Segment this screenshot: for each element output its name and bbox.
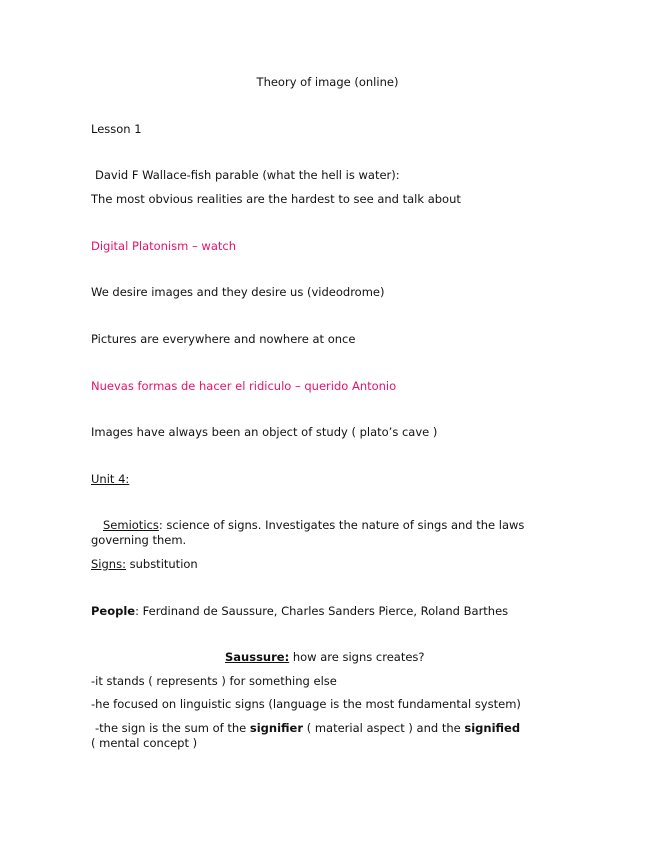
pictures-line: Pictures are everywhere and nowhere at once (91, 332, 356, 346)
sign-sum-line-2: ( mental concept ) (91, 736, 198, 750)
semiotics-line (103, 518, 524, 533)
saussure-term: Saussure: (225, 650, 290, 664)
desire-line: We desire images and they desire us (videodrome) (91, 285, 385, 299)
sign-sum-pre: -the sign is the sum of the (95, 721, 250, 735)
images-study-line: Images have always been an object of study ( plato’s cave ) (91, 425, 438, 439)
signs-definition: substitution (125, 557, 198, 571)
signifier-term: signifier (249, 721, 304, 735)
sign-sum-line (95, 721, 520, 736)
stands-line: -it stands ( represents ) for something else (91, 674, 337, 688)
people-list: : Ferdinand de Saussure, Charles Sanders Pierce, Roland Barthes (135, 604, 509, 618)
signified-term: signified (464, 721, 521, 735)
saussure-question: how are signs creates? (289, 650, 425, 664)
semiotics-definition: : science of signs. Investigates the nature of sings and the laws (158, 518, 525, 532)
semiotics-line-2: governing them. (91, 533, 187, 547)
people-term: People (91, 604, 136, 618)
digital-platonism-line: Digital Platonism – watch (91, 239, 236, 253)
document-title: Theory of image (online) (256, 75, 399, 89)
signs-line (91, 557, 198, 572)
sign-sum-mid: ( material aspect ) and the (303, 721, 465, 735)
saussure-line (225, 650, 425, 665)
focused-line: -he focused on linguistic signs (language is the most fundamental system) (91, 697, 521, 711)
wallace-line: David F Wallace-fish parable (what the hell is water): (95, 168, 400, 182)
signs-term: Signs: (91, 557, 126, 571)
unit-heading: Unit 4: (91, 472, 130, 486)
nuevas-line: Nuevas formas de hacer el ridiculo – querido Antonio (91, 379, 397, 393)
obvious-line: The most obvious realities are the hardest to see and talk about (91, 192, 461, 206)
lesson-heading: Lesson 1 (91, 122, 142, 136)
semiotics-term: Semiotics (103, 518, 159, 532)
people-line (91, 604, 508, 619)
